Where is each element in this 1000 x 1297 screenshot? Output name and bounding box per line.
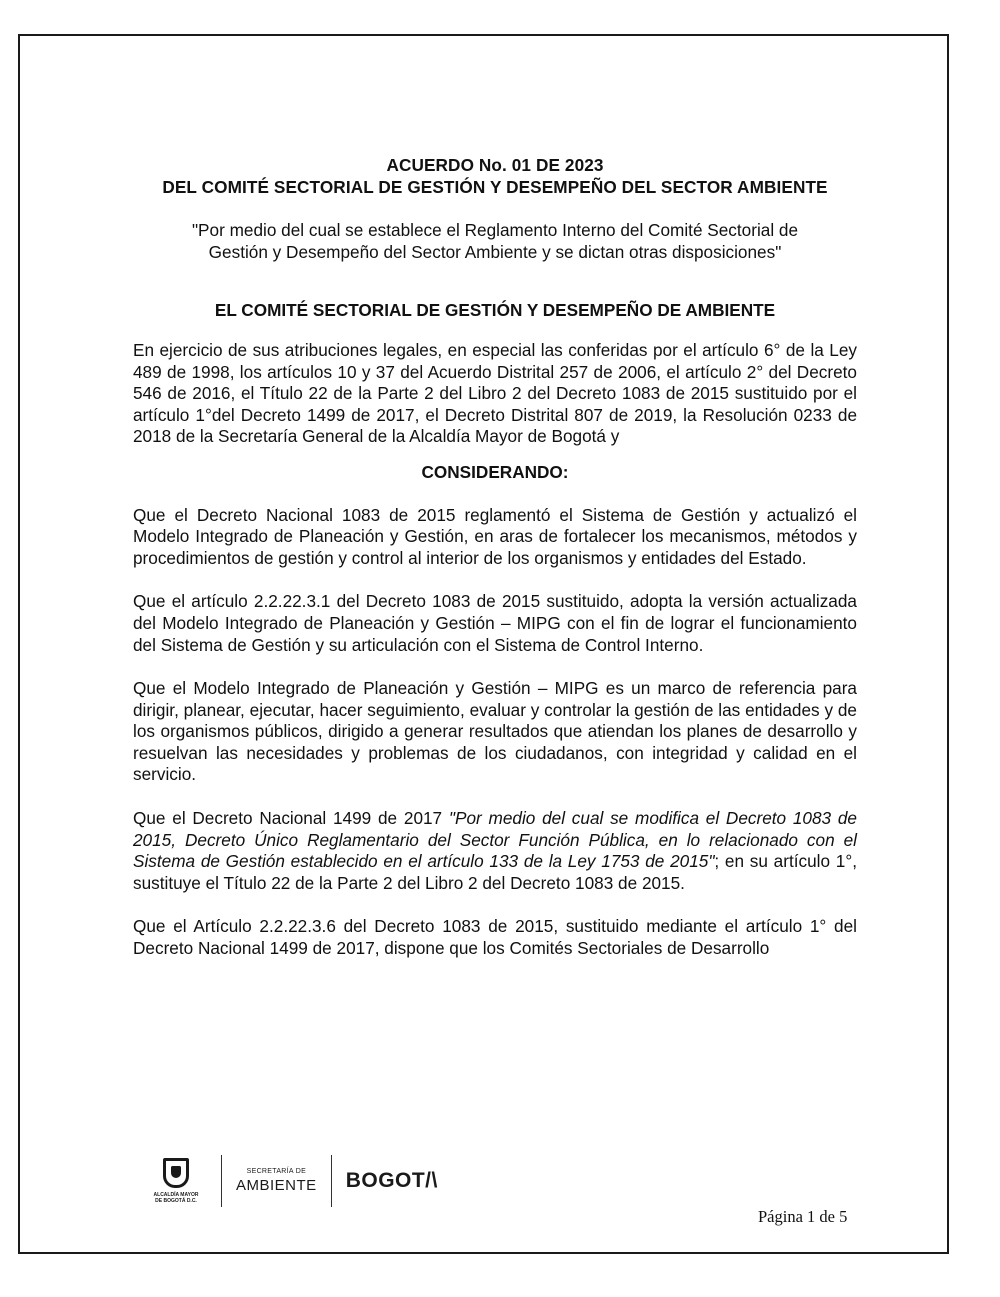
paragraph-4-prefix: Que el Decreto Nacional 1499 de 2017 bbox=[133, 808, 449, 829]
ambiente-label: AMBIENTE bbox=[236, 1177, 317, 1194]
secretaria-ambiente-logo bbox=[236, 1168, 317, 1194]
alcaldia-logo bbox=[145, 1158, 207, 1204]
bogota-logo: BOGOT/\ bbox=[345, 1169, 438, 1192]
alcaldia-label-line1: ALCALDÍA MAYOR bbox=[153, 1192, 199, 1198]
considerando-paragraph-1: Que el Decreto Nacional 1083 de 2015 reglamentó el Sistema de Gestión y actualizó el Modelo Integrado de Planeación y Gestión, en aras de fortalecer los mecanismos, métodos y procedimientos de gestión y control al interior de los organismos y entidades del Estado. bbox=[133, 504, 857, 568]
committee-heading: EL COMITÉ SECTORIAL DE GESTIÓN Y DESEMPEÑO DE AMBIENTE bbox=[214, 300, 776, 321]
secretaria-label: SECRETARÍA DE bbox=[246, 1168, 307, 1175]
logo-divider bbox=[331, 1155, 332, 1207]
considerando-heading: CONSIDERANDO: bbox=[421, 461, 569, 482]
considerando-paragraph-4 bbox=[133, 808, 857, 894]
document-body bbox=[133, 155, 857, 960]
intro-paragraph: En ejercicio de sus atribuciones legales, en especial las conferidas por el artículo 6° de la Ley 489 de 1998, los artículos 10 y 37 del Acuerdo Distrital 257 de 2006, el artículo 2° del Decreto 546 de 2016, el Título 22 de la Parte 2 del Libro 2 del Decreto 1083 de 2015 sustituido por el artículo 1°del Decreto 1499 de 2017, el Decreto Distrital 807 de 2019, la Resolución 0233 de 2018 de la Secretaría General de la Alcaldía Mayor de Bogotá y bbox=[133, 339, 857, 447]
document-title-number: ACUERDO No. 01 DE 2023 bbox=[386, 155, 604, 175]
coat-of-arms-icon bbox=[163, 1158, 189, 1188]
considerando-paragraph-5: Que el Artículo 2.2.22.3.6 del Decreto 1083 de 2015, sustituido mediante el artículo 1° del Decreto Nacional 1499 de 2017, dispone que los Comités Sectoriales de Desarrollo bbox=[133, 916, 857, 959]
footer-logos bbox=[145, 1150, 438, 1212]
document-title-committee: DEL COMITÉ SECTORIAL DE GESTIÓN Y DESEMPEÑO DEL SECTOR AMBIENTE bbox=[162, 176, 828, 197]
considerando-paragraph-2: Que el artículo 2.2.22.3.1 del Decreto 1083 de 2015 sustituido, adopta la versión actualizada del Modelo Integrado de Planeación y Gestión – MIPG con el fin de lograr el funcionamiento del Sistema de Gestión y su articulación con el Sistema de Control Interno. bbox=[133, 591, 857, 655]
considerando-paragraph-3: Que el Modelo Integrado de Planeación y Gestión – MIPG es un marco de referencia para dirigir, planear, ejecutar, hacer seguimiento, evaluar y controlar la gestión de las entidades y de los organismos públicos, dirigido a generar resultados que atiendan los planes de desarrollo y resuelvan las necesidades y problemas de los ciudadanos, con integridad y calidad en el servicio. bbox=[133, 678, 857, 785]
page-number: Página 1 de 5 bbox=[758, 1207, 848, 1226]
paragraph-4-suffix: ; en su artículo 1°, sustituye el Título 22 de la Parte 2 del Libro 2 del Decreto 1083 de 2015. bbox=[133, 851, 857, 893]
alcaldia-label-line2: DE BOGOTÁ D.C. bbox=[155, 1198, 197, 1204]
paragraph-4-quoted-title: "Por medio del cual se modifica el Decreto 1083 de 2015, Decreto Único Reglamentario del Sector Función Pública, en lo relacionado con el Sistema de Gestión establecido en el artículo 133 de la Ley 1753 de 2015" bbox=[133, 808, 857, 872]
alcaldia-label bbox=[154, 1192, 199, 1204]
document-subtitle: "Por medio del cual se establece el Reglamento Interno del Comité Sectorial de Gestión y Desempeño del Sector Ambiente y se dictan otras disposiciones" bbox=[191, 220, 799, 262]
logo-divider bbox=[221, 1155, 222, 1207]
